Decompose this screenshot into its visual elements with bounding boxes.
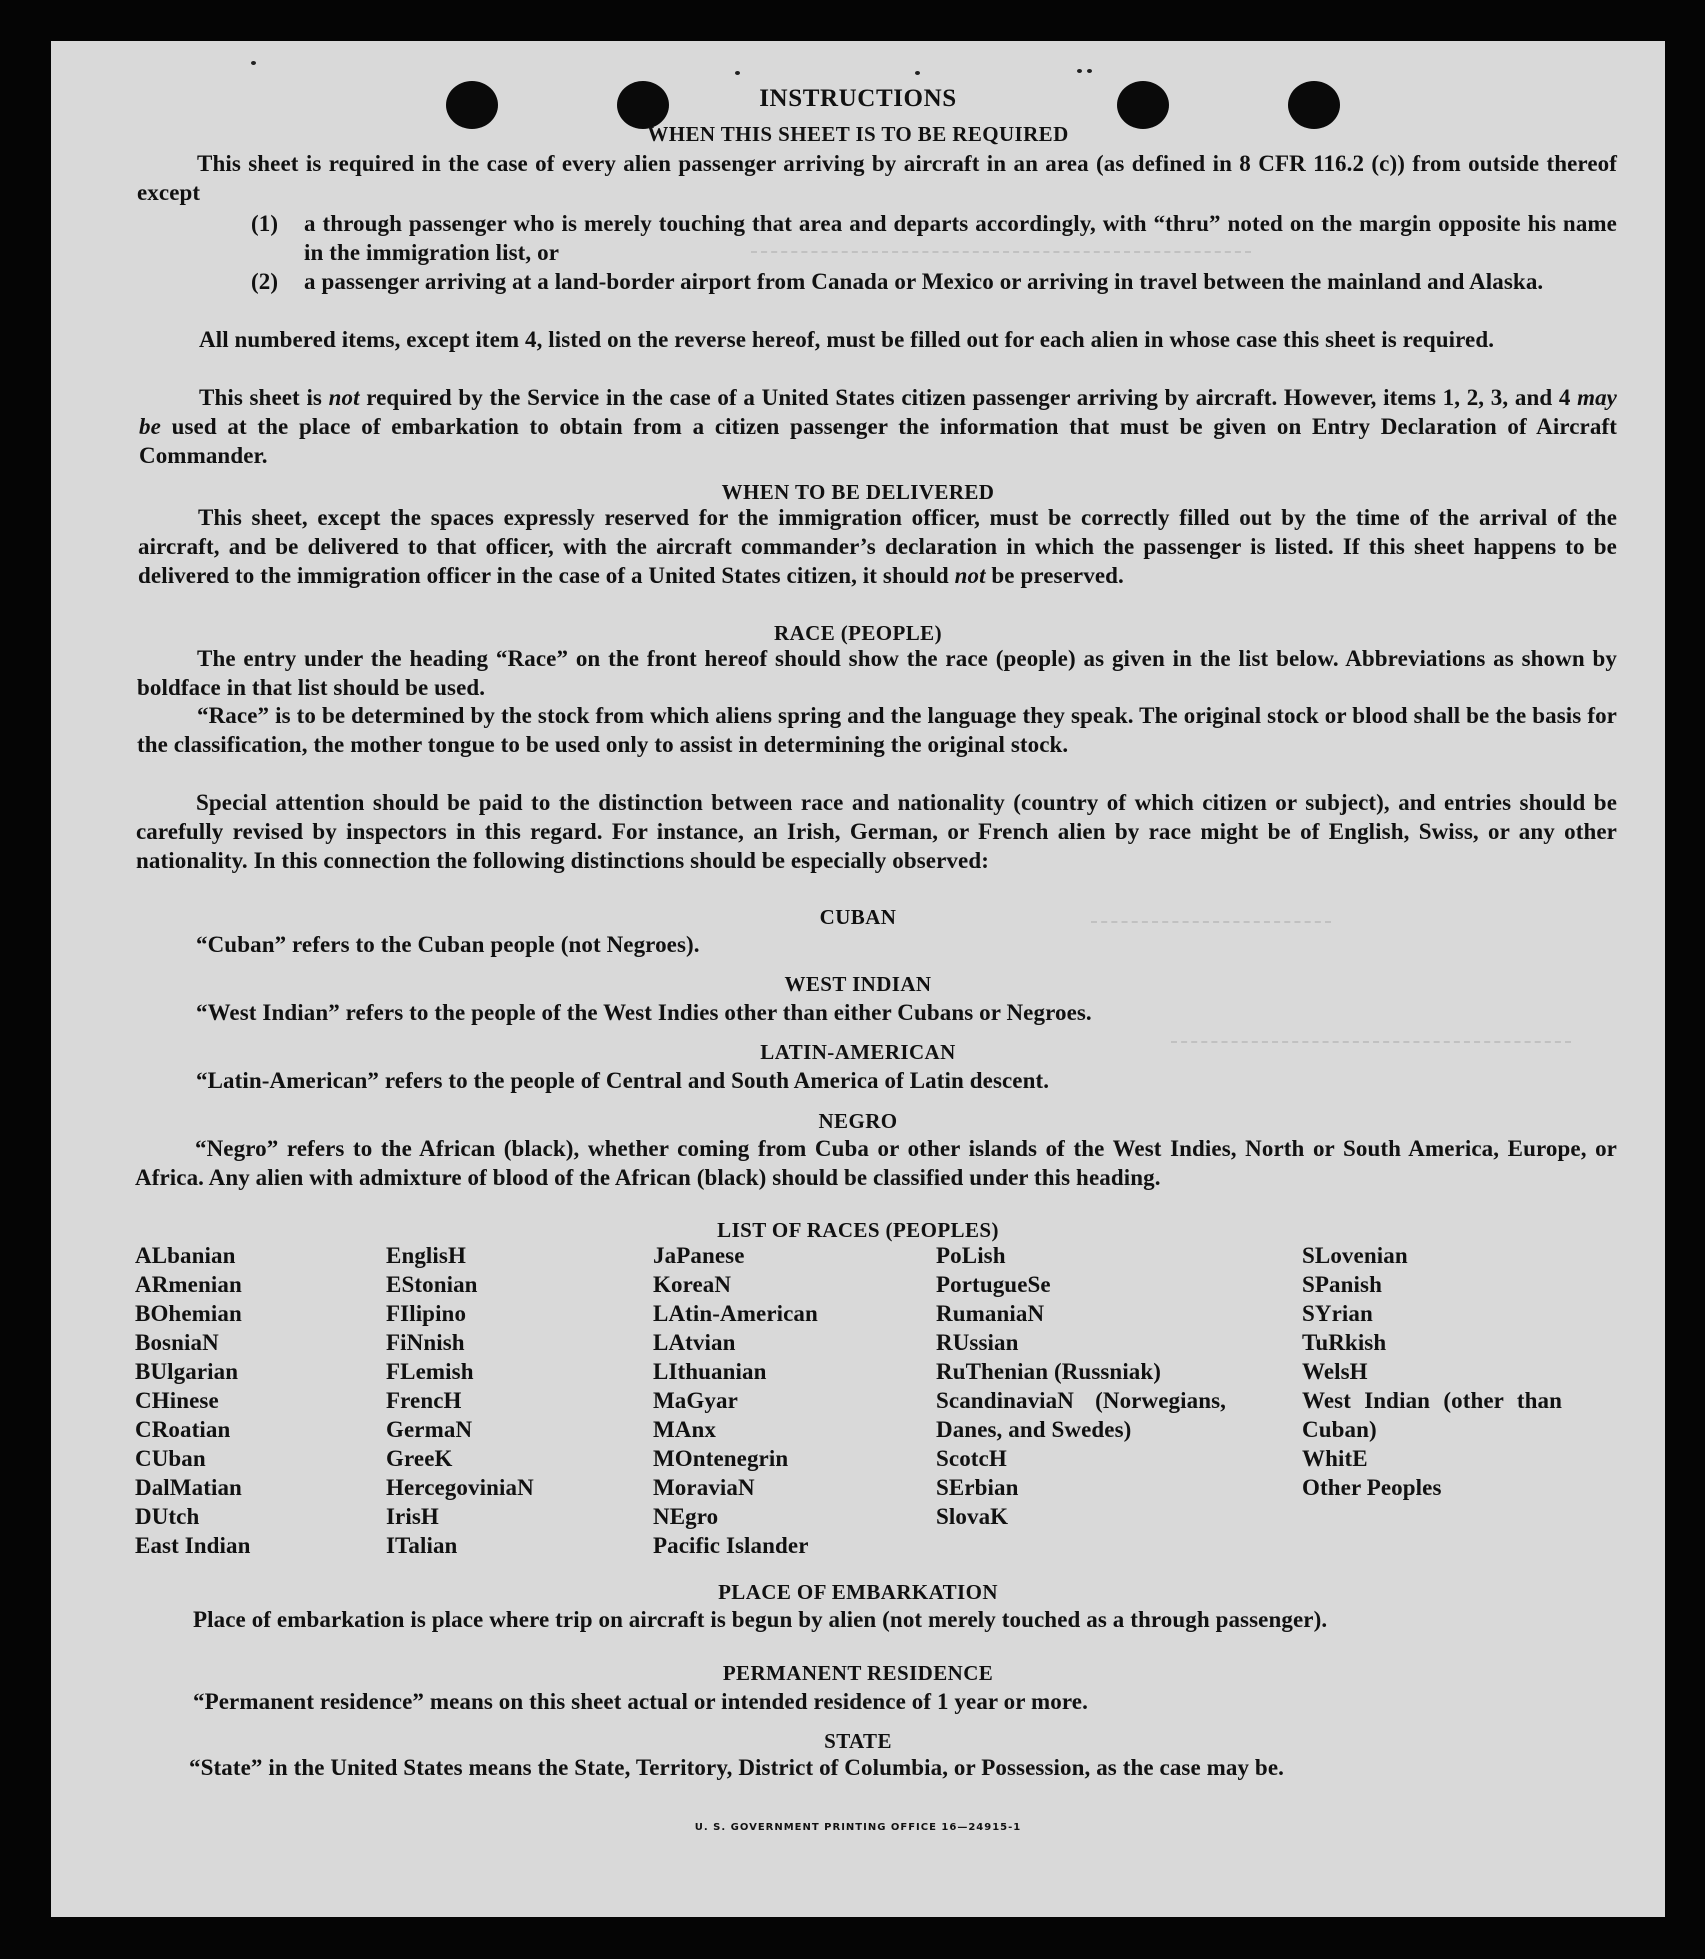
race-list-item: RumaniaN <box>936 1301 1045 1326</box>
text-run: used at the place of embarkation to obtain from a citizen passenger the information that must be given on Entry Declaration of Aircraft Commander. <box>139 414 1617 468</box>
race-list-item: LAtvian <box>653 1330 736 1355</box>
race-list-item: LAtin-American <box>653 1301 818 1326</box>
race-list-item: SErbian <box>936 1475 1019 1500</box>
text-run: required by the Service in the case of a United States citizen passenger arriving by aircraft. However, items 1, 2, 3, and 4 <box>359 385 1578 410</box>
paragraph-latin-american: “Latin-American” refers to the people of Central and South America of Latin descent. <box>196 1068 1050 1093</box>
race-list-column-5 <box>1302 1241 1562 1502</box>
item-number: (2) <box>251 269 279 294</box>
race-list-item: MAnx <box>653 1417 717 1442</box>
section-heading-list-of-races: LIST OF RACES (PEOPLES) <box>717 1218 999 1242</box>
paragraph-place-of-embarkation: Place of embarkation is place where trip on aircraft is begun by alien (not merely touched as a through passenger). <box>193 1607 1328 1632</box>
race-list-item: JaPanese <box>653 1243 745 1268</box>
paragraph-when-required: This sheet is required in the case of every alien passenger arriving by aircraft in an area (as defined in 8 CFR 116.2 (c)) from outside thereof except <box>137 151 1617 205</box>
paragraph-race-nationality: Special attention should be paid to the distinction between race and nationality (country of which citizen or subject), and entries should be carefully revised by inspectors in this regard. For instance, an Irish, German, or French alien by race might be of English, Swiss, or any other nationality. In this connection the following distinctions should be especially observed: <box>136 790 1617 873</box>
page-title: INSTRUCTIONS <box>759 85 957 112</box>
ink-speck <box>1087 69 1092 73</box>
paragraph-numbered-items: All numbered items, except item 4, listed on the reverse hereof, must be filled out for each alien in whose case this sheet is required. <box>199 327 1495 352</box>
ink-speck <box>735 71 740 75</box>
race-list-item: PoLish <box>936 1243 1006 1268</box>
section-heading-state: STATE <box>824 1729 892 1753</box>
paragraph-cuban: “Cuban” refers to the Cuban people (not Negroes). <box>196 932 700 957</box>
paragraph-race-stock: “Race” is to be determined by the stock from which aliens spring and the language they speak. The original stock or blood shall be the basis for the classification, the mother tongue to be used only to assist in determining the original stock. <box>137 703 1617 757</box>
race-list-item: ARmenian <box>135 1272 242 1297</box>
race-list-item: GreeK <box>386 1446 453 1471</box>
ink-speck <box>1077 69 1082 73</box>
race-list-item: ITalian <box>386 1533 458 1558</box>
race-list-item: CRoatian <box>135 1417 231 1442</box>
paragraph-when-delivered <box>138 503 1617 590</box>
race-list-item: CHinese <box>135 1388 219 1413</box>
race-list-column-4 <box>936 1241 1226 1531</box>
race-list-item: RuThenian (Russniak) <box>936 1359 1162 1384</box>
race-list-item: GermaN <box>386 1417 473 1442</box>
race-list-item: ScandinaviaN (Norwegians, Danes, and Swedes) <box>936 1388 1226 1442</box>
race-list-item: FLemish <box>386 1359 474 1384</box>
race-list-item: EnglisH <box>386 1243 466 1268</box>
race-list-item: DUtch <box>135 1504 200 1529</box>
text-run: be preserved. <box>985 563 1124 588</box>
race-list-item: Pacific Islander <box>653 1533 809 1558</box>
race-list-item: Other Peoples <box>1302 1475 1442 1500</box>
paragraph-citizen-passenger <box>139 383 1617 470</box>
race-list-item: FiNnish <box>386 1330 465 1355</box>
section-heading-west-indian: WEST INDIAN <box>784 972 932 996</box>
item-number: (1) <box>251 211 279 236</box>
race-list-item: DalMatian <box>135 1475 242 1500</box>
ink-speck <box>251 61 256 65</box>
race-list-item: WelsH <box>1302 1359 1368 1384</box>
race-list-item: MOntenegrin <box>653 1446 789 1471</box>
race-list-item: East Indian <box>135 1533 251 1558</box>
section-heading-latin-american: LATIN-AMERICAN <box>760 1040 956 1064</box>
item-text: a passenger arriving at a land-border airport from Canada or Mexico or arriving in travel between the mainland and Alaska. <box>304 269 1544 294</box>
section-heading-when-delivered: WHEN TO BE DELIVERED <box>721 480 995 504</box>
race-list-item: BOhemian <box>135 1301 242 1326</box>
race-list-item: SYrian <box>1302 1301 1373 1326</box>
race-list-column-1 <box>135 1241 355 1560</box>
race-list-item: FIlipino <box>386 1301 467 1326</box>
race-list-item: BUlgarian <box>135 1359 239 1384</box>
race-list-item: ALbanian <box>135 1243 236 1268</box>
race-list-item: TuRkish <box>1302 1330 1387 1355</box>
race-list-item: WhitE <box>1302 1446 1368 1471</box>
race-list-item: SlovaK <box>936 1504 1009 1529</box>
paragraph-permanent-residence: “Permanent residence” means on this sheet actual or intended residence of 1 year or more. <box>193 1689 1088 1714</box>
ink-speck <box>915 71 920 75</box>
race-list-item: SPanish <box>1302 1272 1382 1297</box>
race-list-item: CUban <box>135 1446 206 1471</box>
paragraph-race-entry: The entry under the heading “Race” on the front hereof should show the race (people) as given in the list below. Abbreviations as shown by boldface in that list should be used. <box>137 646 1617 700</box>
exception-item-2 <box>251 267 1617 296</box>
section-heading-race: RACE (PEOPLE) <box>774 621 942 645</box>
emphasis: not <box>328 385 360 410</box>
race-list-item: ScotcH <box>936 1446 1007 1471</box>
race-list-item: NEgro <box>653 1504 719 1529</box>
race-list-item: EStonian <box>386 1272 478 1297</box>
paragraph-state: “State” in the United States means the State, Territory, District of Columbia, or Possession, as the case may be. <box>189 1755 1284 1780</box>
race-list-item: BosniaN <box>135 1330 219 1355</box>
exception-item-1 <box>251 209 1617 267</box>
race-list-item: HercegoviniaN <box>386 1475 534 1500</box>
paragraph-negro: “Negro” refers to the African (black), whether coming from Cuba or other islands of the West Indies, North or South America, Europe, or Africa. Any alien with admixture of blood of the African (black) should be classified under this heading. <box>135 1136 1617 1190</box>
item-text: a through passenger who is merely touching that area and departs accordingly, with “thru” noted on the margin opposite his name in the immigration list, or <box>304 211 1617 265</box>
section-heading-negro: NEGRO <box>818 1109 898 1133</box>
section-heading-when-required: WHEN THIS SHEET IS TO BE REQUIRED <box>647 122 1069 146</box>
paragraph-west-indian: “West Indian” refers to the people of the West Indies other than either Cubans or Negroes. <box>196 1000 1092 1025</box>
race-list-item: SLovenian <box>1302 1243 1408 1268</box>
race-list-item: RUssian <box>936 1330 1019 1355</box>
race-list-item: KoreaN <box>653 1272 732 1297</box>
section-heading-permanent-residence: PERMANENT RESIDENCE <box>722 1661 994 1685</box>
emphasis: may be <box>139 385 1617 439</box>
race-list-item: MoraviaN <box>653 1475 755 1500</box>
race-list-item: MaGyar <box>653 1388 738 1413</box>
text-run: This sheet, except the spaces expressly reserved for the immigration officer, must be correctly filled out by the time of the arrival of the aircraft, and be delivered to that officer, with the aircraft commander’s declaration in which the passenger is listed. If this sheet happens to be delivered to the immigration officer in the case of a United States citizen, it should <box>138 505 1617 588</box>
race-list-item: FrencH <box>386 1388 462 1413</box>
race-list-item: IrisH <box>386 1504 439 1529</box>
section-heading-cuban: CUBAN <box>819 905 897 929</box>
race-list-item: LIthuanian <box>653 1359 767 1384</box>
race-list-column-2 <box>386 1241 606 1560</box>
race-list-column-3 <box>653 1241 893 1560</box>
emphasis: not <box>954 563 986 588</box>
text-run: This sheet is <box>199 385 329 410</box>
printing-office-imprint: U. S. GOVERNMENT PRINTING OFFICE 16—24915-1 <box>694 1822 1022 1833</box>
section-heading-place-of-embarkation: PLACE OF EMBARKATION <box>718 1580 998 1604</box>
race-list-item: West Indian (other than Cuban) <box>1302 1388 1562 1442</box>
race-list-item: PortugueSe <box>936 1272 1051 1297</box>
document-page <box>51 41 1665 1917</box>
